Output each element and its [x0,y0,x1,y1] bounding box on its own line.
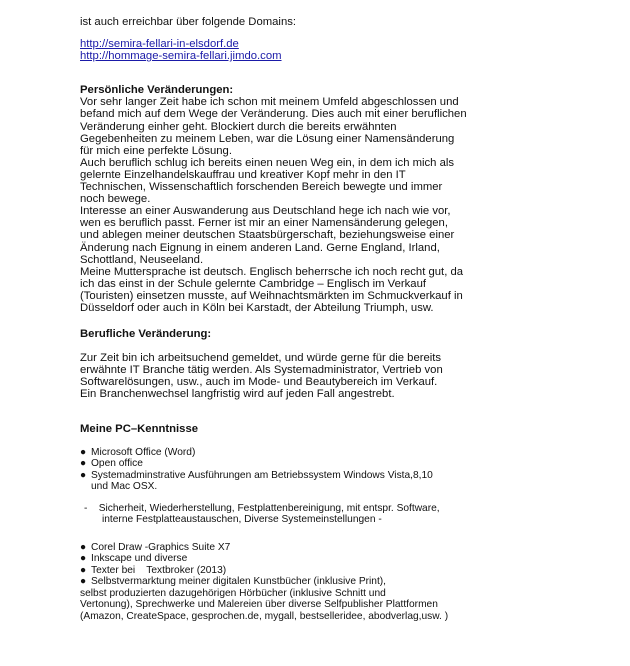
text-line: (Amazon, CreateSpace, gesprochen.de, mygall, bestselleridee, abodverlag,usw. ) [80,610,449,622]
text-line: Technischen, Wissenschaftlich forschenden Bereich bewegte und immer [80,181,443,194]
professional-paragraph [80,352,600,400]
text-line: Vertonung), Sprechwerke und Malereien über diverse Selfpublisher Plattformen [80,599,438,611]
list-item: ● Inkscape und diverse [80,553,188,565]
text-line: noch bewege. [80,193,151,206]
text-line: und ablegen meiner deutschen Staatsbürgerschaft, beziehungsweise einer [80,229,455,242]
bullet-icon: ● [80,564,87,576]
text-line: befand mich auf dem Wege der Veränderung. Dies auch mit einer beruflichen [80,108,467,121]
text-line: Softwarelösungen, usw., auch im Mode- und Beautybereich im Verkauf. [80,376,438,389]
bullet-icon: ● [80,553,87,565]
pc-skills-list-2 [80,542,600,623]
text-line: erwähnte IT Branche tätig werden. Als Systemadministrator, Vertrieb von [80,364,443,377]
list-item: ● Selbstvermarktung meiner digitalen Kunstbücher (inklusive Print), [80,576,387,588]
text-line: ich das einst in der Schule gelernte Cambridge – Englisch im Verkauf [80,277,426,290]
list-item: ● Corel Draw -Graphics Suite X7 [80,541,231,553]
document-page [80,0,600,622]
personal-paragraph [80,96,600,314]
text-line: wen es beruflich passt. Ferner ist mir an einer Namensänderung gelegen, [80,217,448,230]
bullet-icon: ● [80,446,87,458]
list-item: ● Systemadminstrative Ausführungen am Betriebssystem Windows Vista,8,10 [80,469,433,481]
bullet-icon: ● [80,458,87,470]
intro-text: ist auch erreichbar über folgende Domains: [80,16,297,28]
list-item: ● Texter bei Textbroker (2013) [80,564,227,576]
bullet-icon: ● [80,576,87,588]
text-line: Zur Zeit bin ich arbeitsuchend gemeldet, und würde gerne für die bereits [80,352,442,365]
text-line: Veränderung einher geht. Blockiert durch die bereits erwähnten [80,120,397,133]
text-line: Vor sehr langer Zeit habe ich schon mit meinem Umfeld abgeschlossen und [80,96,459,109]
text-line: selbst produzierten dazugehörigen Hörbücher (inklusive Schnitt und [80,587,386,599]
pc-skills-list-1 [80,447,600,493]
text-line: (Touristen) einsetzen musste, auf Weihnachtsmärkten im Schmuckverkauf in [80,289,463,302]
list-item-continuation: und Mac OSX. [91,481,158,493]
text-line: Schottland, Neuseeland. [80,253,204,266]
list-item: ● Microsoft Office (Word) [80,446,196,458]
professional-heading: Berufliche Veränderung: [80,328,212,341]
text-line: Änderung nach Eignung in einem anderen Land. Gerne England, Irland, [80,241,440,254]
domain-link-1[interactable]: http://semira-fellari-in-elsdorf.de [80,38,239,51]
text-line: gelernte Einzelhandelskauffrau und kreativer Kopf mehr in den IT [80,168,406,181]
text-line: Auch beruflich schlug ich bereits einen neuen Weg ein, in dem ich mich als [80,156,455,169]
text-line: Düsseldorf oder auch in Köln bei Karstadt, der Abteilung Triumph, usw. [80,301,434,314]
bullet-icon: ● [80,469,87,481]
dash-list-line: - Sicherheit, Wiederherstellung, Festplattenbereinigung, mit entspr. Software, [84,502,440,514]
pc-skills-heading: Meine PC–Kenntnisse [80,422,199,435]
personal-heading: Persönliche Veränderungen: [80,84,234,97]
text-line: Interesse an einer Auswanderung aus Deutschland hege ich nach wie vor, [80,205,451,218]
dash-list-line-cont: interne Festplatteaustauschen, Diverse Systemeinstellungen - [102,514,382,526]
text-line: für mich eine perfekte Lösung. [80,144,232,157]
text-line: Meine Muttersprache ist deutsch. Englisch beherrsche ich noch recht gut, da [80,265,464,278]
bullet-icon: ● [80,541,87,553]
text-line: Gegebenheiten zu meinem Leben, war die Lösung einer Namensänderung [80,132,455,145]
list-item: ● Open office [80,458,143,470]
domain-link-2[interactable]: http://hommage-semira-fellari.jimdo.com [80,50,282,63]
text-line: Ein Branchenwechsel langfristig wird auf jeden Fall angestrebt. [80,388,395,401]
